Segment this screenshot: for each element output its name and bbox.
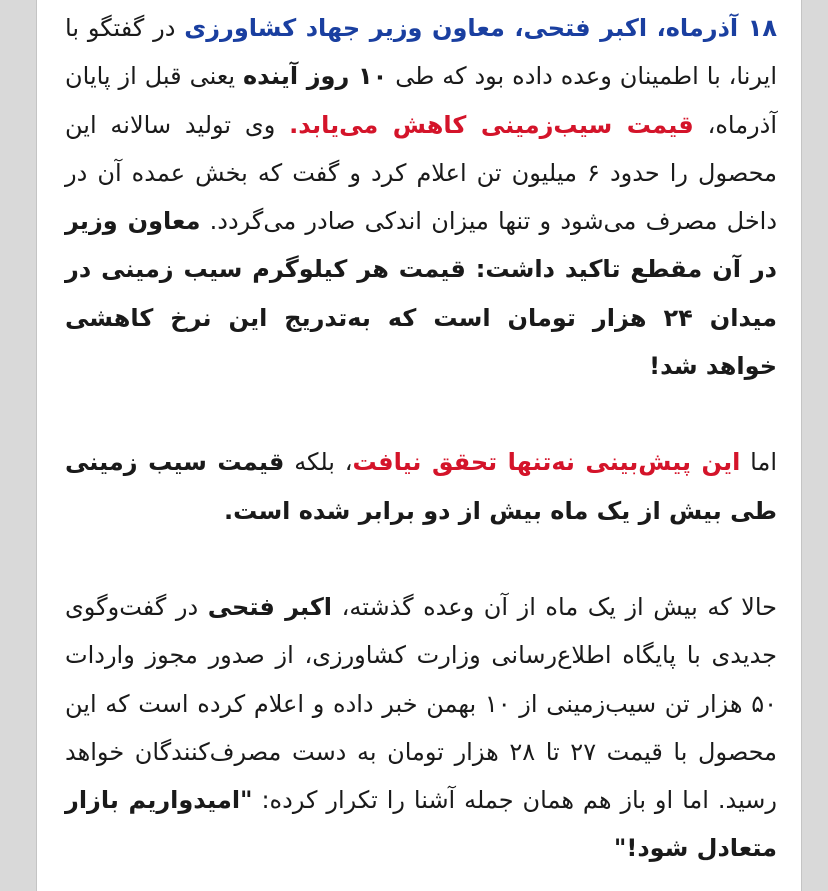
deputy-quote: معاون وزیر در آن مقطع تاکید داشت: قیمت هر کیلوگرم سیب زمینی در میدان ۲۴ هزار تومان است که به‌تدریج این نرخ کاهشی خواهد شد! [65,207,777,381]
hope-quote: "امیدواریم بازار متعادل شود!" [65,786,777,863]
paragraph-3 [65,583,777,873]
text-span: اما [740,448,778,477]
text-span: در گفتگو با ایرنا، با اطمینان وعده داده بود که طی [65,14,778,91]
official-name: اکبر فتحی [207,592,333,621]
paragraph-2 [65,438,777,535]
article-body [65,4,777,873]
paragraph-gap [65,390,777,438]
article-page [36,0,802,891]
ten-days-phrase: ۱۰ روز آینده [243,62,388,91]
paragraph-gap [65,535,777,583]
text-span: در گفت‌وگوی جدیدی با پایگاه اطلاع‌رسانی وزارت کشاورزی، از صدور مجوز واردات ۵۰ هزار تن سیب‌زمینی از ۱۰ بهمن خبر داده و اعلام کرده است که این محصول با قیمت ۲۷ تا ۲۸ هزار تومان به دست مصرف‌کنندگان خواهد رسید. اما او باز هم همان جمله آشنا را تکرار کرده: [65,592,778,815]
price-doubled-statement: قیمت سیب زمینی طی بیش از یک ماه بیش از دو برابر شده است. [65,448,777,525]
date-official-phrase: ۱۸ آذرماه، اکبر فتحی، معاون وزیر جهاد کشاورزی [184,14,777,42]
failed-prediction: این پیش‌بینی نه‌تنها تحقق نیافت [352,448,741,477]
paragraph-1 [65,4,777,390]
text-span: حالا که بیش از یک ماه از آن وعده گذشته، [332,592,778,621]
text-span: یعنی قبل از پایان آذرماه، [65,62,778,139]
text-span: وی تولید سالانه این محصول را حدود ۶ میلیون تن اعلام کرد و گفت که بخش عمده آن در داخل مصرف می‌شود و تنها میزان اندکی صادر می‌گردد. [65,110,778,236]
price-drop-promise: قیمت سیب‌زمینی کاهش می‌یابد. [289,110,694,139]
text-span: ، بلکه [284,448,353,477]
